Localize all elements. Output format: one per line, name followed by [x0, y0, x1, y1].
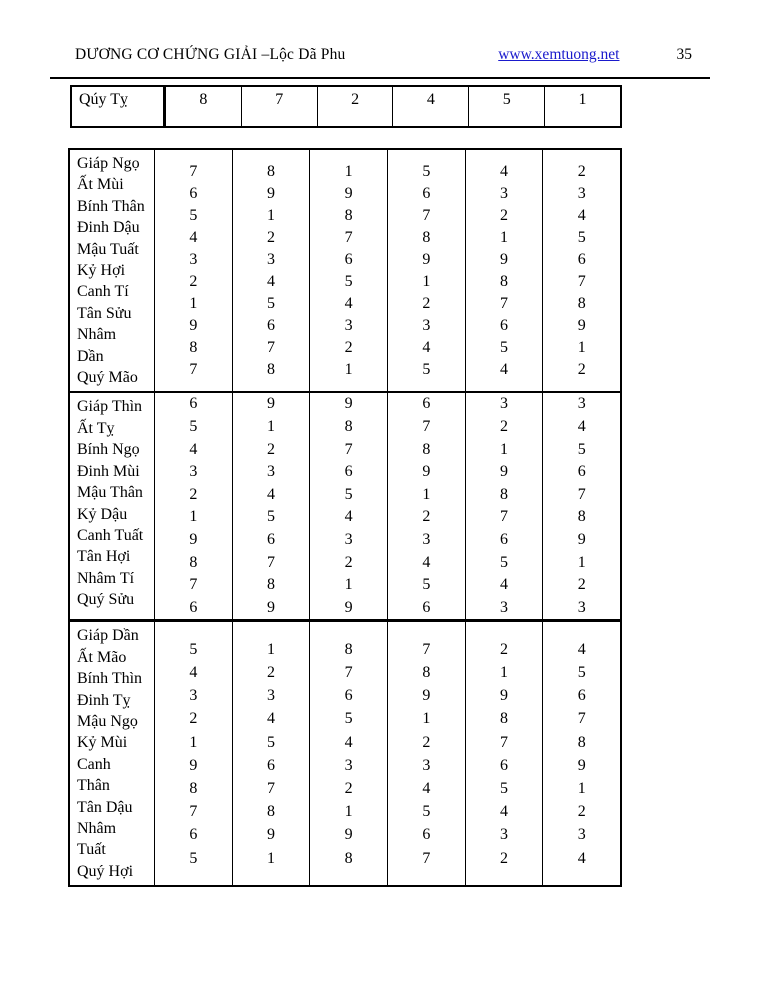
number-value: 8	[422, 228, 431, 246]
number-value: 9	[344, 598, 353, 616]
number-value: 2	[267, 228, 275, 246]
number-value: 2	[344, 780, 353, 798]
year-label: Kỷ Hợi	[77, 262, 126, 280]
number-value: 6	[422, 826, 431, 844]
number-value: 6	[422, 598, 431, 616]
number-value: 3	[577, 184, 586, 202]
year-label: Quý Mão	[77, 369, 138, 387]
number-value: 9	[577, 531, 586, 549]
number-column-cell	[155, 150, 233, 391]
number-value: 9	[267, 598, 275, 616]
number-value: 5	[500, 338, 509, 356]
number-value: 4	[189, 440, 198, 458]
number-value: 5	[500, 553, 509, 571]
number-value: 6	[344, 687, 353, 705]
number-value: 8	[500, 710, 509, 728]
year-label: Giáp Ngọ	[77, 155, 140, 172]
number-value: 2	[422, 733, 431, 751]
number-value: 2	[318, 87, 394, 126]
year-label: Tân Sửu	[77, 304, 132, 322]
number-value: 2	[577, 360, 586, 378]
number-value: 2	[189, 710, 198, 728]
number-value: 6	[577, 250, 586, 268]
number-value: 9	[577, 756, 586, 774]
year-group-row	[70, 391, 620, 619]
number-value: 4	[577, 206, 586, 224]
number-value: 5	[469, 87, 545, 126]
number-value: 4	[344, 294, 353, 312]
number-value: 4	[267, 485, 275, 503]
year-group-row	[70, 150, 620, 391]
header-divider	[50, 77, 710, 79]
number-column-cell	[388, 622, 466, 885]
number-value: 3	[500, 826, 509, 844]
number-value: 9	[267, 184, 275, 202]
year-label: Bính Thìn	[77, 670, 143, 688]
number-value: 2	[500, 849, 509, 867]
number-value: 7	[189, 576, 198, 594]
document-title: DƯƠNG CƠ CHỨNG GIẢI –Lộc Dã Phu	[75, 46, 346, 63]
number-value: 7	[189, 803, 198, 821]
number-value: 6	[189, 826, 198, 844]
number-value: 2	[577, 576, 586, 594]
year-labels-cell	[70, 150, 155, 391]
number-value: 2	[189, 485, 198, 503]
number-value: 1	[344, 803, 353, 821]
number-value: 6	[500, 316, 509, 334]
number-value: 4	[500, 360, 509, 378]
number-value: 4	[577, 640, 586, 658]
number-value: 6	[267, 531, 275, 549]
number-value: 6	[189, 395, 198, 413]
number-value: 1	[267, 206, 275, 224]
number-value: 6	[422, 395, 431, 413]
number-value: 6	[189, 184, 198, 202]
number-value: 4	[500, 576, 509, 594]
number-value: 8	[267, 162, 275, 180]
number-value: 2	[500, 640, 509, 658]
number-value: 3	[267, 463, 275, 481]
number-value: 1	[344, 162, 353, 180]
number-value: 9	[189, 531, 198, 549]
year-label: Đinh Tỵ	[77, 691, 131, 709]
number-value: 4	[577, 418, 586, 436]
number-column-cell	[543, 150, 620, 391]
number-value: 3	[422, 531, 431, 549]
number-value: 5	[422, 162, 431, 180]
number-column-cell	[310, 150, 388, 391]
number-value: 2	[267, 440, 275, 458]
number-value: 5	[267, 733, 275, 751]
number-value: 8	[344, 849, 353, 867]
year-label: Mậu Thân	[77, 484, 143, 502]
year-label: Đinh Dậu	[77, 219, 140, 237]
year-label: Nhâm Tí	[77, 569, 135, 587]
number-value: 1	[578, 91, 587, 108]
number-value: 1	[500, 228, 509, 246]
number-value: 6	[267, 316, 275, 334]
number-value: 7	[344, 228, 353, 246]
number-value: 3	[344, 531, 353, 549]
year-label: Ất Mùi	[77, 176, 124, 194]
number-value: 1	[577, 780, 586, 798]
number-value: 9	[500, 687, 509, 705]
year-label: Canh	[77, 755, 111, 773]
number-value: 7	[500, 733, 509, 751]
number-value: 9	[422, 250, 431, 268]
number-value: 1	[344, 576, 353, 594]
number-value: 1	[500, 664, 509, 682]
number-value: 2	[189, 272, 198, 290]
number-value: 7	[344, 440, 353, 458]
number-value: 5	[267, 294, 275, 312]
year-label: Thân	[77, 777, 110, 795]
number-value: 8	[422, 664, 431, 682]
number-value: 5	[189, 640, 198, 658]
number-value: 2	[500, 206, 509, 224]
year-label: Kỷ Mùi	[77, 734, 128, 752]
number-value: 6	[500, 756, 509, 774]
number-value: 9	[422, 687, 431, 705]
number-value: 3	[189, 687, 198, 705]
row-label: Qúy Tỵ	[72, 87, 166, 126]
number-value: 7	[577, 272, 586, 290]
number-value: 8	[189, 338, 198, 356]
number-column-cell	[233, 622, 311, 885]
number-value: 2	[344, 338, 353, 356]
number-value: 1	[422, 272, 431, 290]
number-column-cell	[466, 622, 544, 885]
number-value: 1	[577, 553, 586, 571]
year-labels-cell	[70, 393, 155, 619]
number-value: 1	[267, 849, 275, 867]
number-value: 7	[267, 553, 275, 571]
number-value: 7	[242, 87, 318, 126]
number-value: 4	[422, 338, 431, 356]
number-value: 8	[577, 294, 586, 312]
number-value: 3	[344, 316, 353, 334]
number-value: 5	[577, 664, 586, 682]
number-value: 3	[189, 250, 198, 268]
number-value: 1	[422, 485, 431, 503]
number-value: 2	[267, 664, 275, 682]
number-value: 2	[422, 294, 431, 312]
number-column-cell	[543, 622, 620, 885]
number-value: 2	[577, 803, 586, 821]
year-label: Tân Dậu	[77, 798, 133, 816]
year-label: Giáp Thìn	[77, 398, 143, 416]
number-value: 9	[500, 463, 509, 481]
number-value: 6	[189, 598, 198, 616]
number-value: 3	[577, 395, 586, 413]
number-value: 8	[344, 206, 353, 224]
number-value: 6	[344, 250, 353, 268]
number-column-cell	[388, 150, 466, 391]
number-value: 7	[344, 664, 353, 682]
year-label: Đinh Mùi	[77, 462, 140, 480]
number-value: 7	[577, 710, 586, 728]
number-value: 8	[577, 733, 586, 751]
number-value: 9	[422, 463, 431, 481]
number-value: 1	[267, 418, 275, 436]
number-value: 2	[422, 508, 431, 526]
number-value: 4	[189, 664, 198, 682]
number-value: 3	[577, 598, 586, 616]
number-value: 4	[422, 553, 431, 571]
number-value: 7	[500, 294, 509, 312]
number-value: 8	[344, 640, 353, 658]
number-value: 7	[189, 162, 198, 180]
number-value: 5	[422, 360, 431, 378]
number-value: 2	[500, 418, 509, 436]
number-value: 4	[422, 780, 431, 798]
number-value: 5	[189, 849, 198, 867]
number-value: 1	[189, 508, 198, 526]
number-value: 2	[344, 553, 353, 571]
year-number-table	[68, 148, 622, 887]
number-value: 5	[344, 485, 353, 503]
number-value: 5	[189, 418, 198, 436]
number-column-cell	[233, 150, 311, 391]
number-value: 6	[577, 463, 586, 481]
number-value: 4	[344, 508, 353, 526]
number-value: 8	[422, 440, 431, 458]
number-value: 5	[189, 206, 198, 224]
number-value: 1	[577, 338, 586, 356]
number-value: 1	[422, 710, 431, 728]
year-group-row	[70, 619, 620, 885]
number-value: 4	[500, 162, 509, 180]
number-value: 3	[267, 250, 275, 268]
number-value: 1	[189, 733, 198, 751]
number-value: 3	[422, 756, 431, 774]
year-label: Bính Ngọ	[77, 441, 140, 459]
number-value: 7	[422, 640, 431, 658]
number-value: 8	[189, 553, 198, 571]
year-label: Mậu Ngọ	[77, 713, 138, 731]
number-value: 7	[500, 508, 509, 526]
number-value: 7	[422, 418, 431, 436]
number-value: 4	[267, 710, 275, 728]
year-label: Quý Sửu	[77, 591, 135, 609]
quy-ty-table	[70, 85, 622, 128]
number-value: 7	[189, 360, 198, 378]
number-value: 8	[500, 485, 509, 503]
number-value: 6	[344, 463, 353, 481]
number-value: 9	[189, 316, 198, 334]
number-value: 3	[500, 395, 509, 413]
number-value: 5	[344, 710, 353, 728]
number-value: 9	[344, 826, 353, 844]
number-value: 4	[189, 228, 198, 246]
number-value: 9	[267, 395, 275, 413]
number-value: 3	[189, 463, 198, 481]
number-value: 5	[577, 440, 586, 458]
page-number: 35	[676, 46, 692, 63]
year-label: Ất Tỵ	[77, 419, 115, 437]
number-value: 7	[577, 485, 586, 503]
number-value: 8	[267, 576, 275, 594]
number-column-cell	[543, 393, 620, 619]
number-value: 1	[267, 640, 275, 658]
number-value: 7	[267, 338, 275, 356]
number-value: 7	[422, 849, 431, 867]
number-value: 7	[422, 206, 431, 224]
year-label: Quý Hợi	[77, 862, 134, 880]
year-label: Mậu Tuất	[77, 240, 139, 258]
number-value: 5	[267, 508, 275, 526]
number-value: 4	[344, 733, 353, 751]
number-value: 9	[189, 756, 198, 774]
number-value: 4	[577, 849, 586, 867]
number-value: 9	[500, 250, 509, 268]
number-value: 9	[344, 184, 353, 202]
year-label: Canh Tuất	[77, 526, 144, 544]
number-column-cell	[310, 622, 388, 885]
number-column-cell	[155, 622, 233, 885]
number-value: 1	[189, 294, 198, 312]
number-value: 8	[267, 803, 275, 821]
website-link[interactable]: www.xemtuong.net	[498, 46, 620, 63]
year-label: Nhâm	[77, 820, 117, 838]
number-value: 6	[267, 756, 275, 774]
number-value: 3	[267, 687, 275, 705]
number-value: 2	[577, 162, 586, 180]
year-label: Dần	[77, 347, 104, 365]
number-value: 4	[267, 272, 275, 290]
year-label: Canh Tí	[77, 283, 129, 301]
number-value: 8	[189, 780, 198, 798]
year-label: Nhâm	[77, 326, 117, 344]
year-labels-cell	[70, 622, 155, 885]
number-value: 9	[577, 316, 586, 334]
number-value: 7	[267, 780, 275, 798]
number-value: 3	[577, 826, 586, 844]
year-label: Giáp Dần	[77, 627, 139, 645]
number-value: 5	[422, 803, 431, 821]
year-label: Ất Mão	[77, 648, 127, 666]
number-value: 4	[393, 87, 469, 126]
number-column-cell	[466, 393, 544, 619]
number-value: 5	[344, 272, 353, 290]
year-label: Bính Thân	[77, 197, 145, 215]
number-value: 8	[500, 272, 509, 290]
year-label: Kỷ Dậu	[77, 505, 128, 523]
number-value: 3	[422, 316, 431, 334]
number-value: 8	[577, 508, 586, 526]
number-value: 9	[267, 826, 275, 844]
number-value: 4	[500, 803, 509, 821]
number-value: 1	[500, 440, 509, 458]
number-column-cell	[233, 393, 311, 619]
number-value: 8	[344, 418, 353, 436]
number-column-cell	[466, 150, 544, 391]
number-value: 6	[422, 184, 431, 202]
number-value: 3	[500, 598, 509, 616]
number-value: 6	[577, 687, 586, 705]
number-value: 5	[577, 228, 586, 246]
number-value: 5	[422, 576, 431, 594]
number-column-cell	[155, 393, 233, 619]
number-value: 3	[344, 756, 353, 774]
number-value: 3	[500, 184, 509, 202]
number-column-cell	[310, 393, 388, 619]
page-header	[75, 46, 692, 64]
number-value: 6	[500, 531, 509, 549]
number-column-cell	[388, 393, 466, 619]
number-value: 8	[267, 360, 275, 378]
number-value: 9	[344, 395, 353, 413]
year-label: Tuất	[77, 841, 106, 859]
number-value: 5	[500, 780, 509, 798]
number-value: 1	[344, 360, 353, 378]
year-label: Tân Hợi	[77, 548, 131, 566]
number-value: 8	[166, 87, 242, 126]
